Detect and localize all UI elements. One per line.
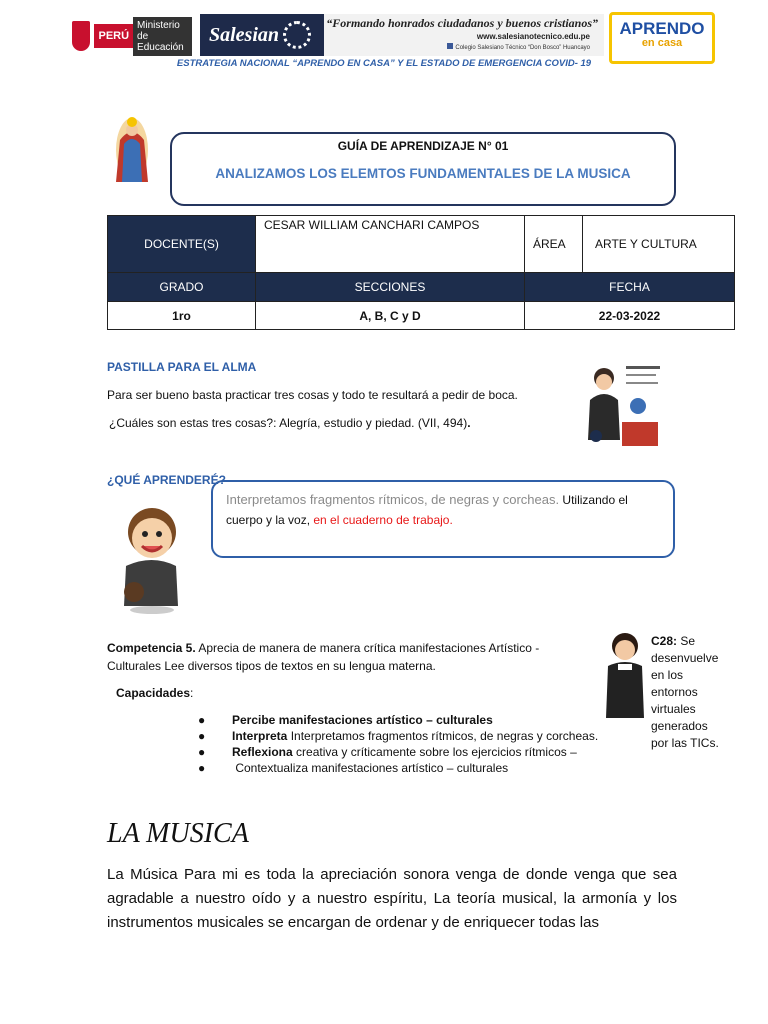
virgin-mary-image [108,110,156,184]
capacidades-list [198,712,598,776]
bullet: ● [198,713,206,727]
aprendere-part-3: en el cuaderno de trabajo. [313,513,453,527]
list-item [198,744,598,760]
banner-info [320,14,604,56]
table-row [108,216,735,273]
school-logo-text: Salesian [208,23,280,46]
bullet: ● [198,745,206,759]
pastilla-heading: PASTILLA PARA EL ALMA [107,360,257,374]
capacidades-heading [116,686,193,700]
ministry-line-1: Ministerio [137,19,180,31]
strategy-line: ESTRATEGIA NACIONAL “APRENDO EN CASA” Y EL ESTADO DE EMERGENCIA COVID- 19 [176,58,592,69]
guide-subtitle: ANALIZAMOS LOS ELEMTOS FUNDAMENTALES DE LA MUSICA [215,166,631,181]
competencia-label: Competencia 5. [107,641,196,655]
gear-icon [283,21,311,49]
c28-text [651,633,723,752]
list-item [198,728,598,744]
capacidad-bold: Reflexiona [232,745,293,759]
aprendo-subtitle: en casa [641,37,683,49]
school-motto: “Formando honrados ciudadanos y buenos cristianos” [326,16,598,30]
competencia-body: Aprecia de manera de manera crítica manifestaciones Artístico - Culturales Lee diversos tipos de textos en su lengua materna. [107,641,540,673]
ministry-label [133,17,192,56]
bullet: ● [198,729,206,743]
competencia-text [107,639,593,675]
grado-label: GRADO [108,273,256,302]
pastilla-line-2-end: . [467,416,471,430]
list-item [198,712,598,728]
musica-title: LA MUSICA [107,818,249,849]
aprendo-title: APRENDO [619,19,705,38]
school-logo [200,14,320,56]
docente-label: DOCENTE(S) [108,216,256,273]
aprendere-text [226,490,664,530]
school-website: www.salesianotecnico.edu.pe [476,32,590,41]
fecha-label: FECHA [525,273,735,302]
table-row [108,273,735,302]
don-bosco-praying-image [586,360,662,448]
minedu-logo [72,18,192,54]
area-value: ARTE Y CULTURA [583,216,735,273]
capacidades-heading-label: Capacidades [116,686,191,700]
aprendere-heading: ¿QUÉ APRENDERÉ? [107,473,226,487]
pastilla-line-2-text: ¿Cuáles son estas tres cosas?: Alegría, estudio y piedad. (VII, 494) [109,416,468,430]
facebook-text: Colegio Salesiano Técnico “Don Bosco” Huancayo [455,45,590,51]
fecha-value: 22-03-2022 [525,302,735,330]
don-bosco-standing-image [604,630,646,720]
pastilla-line-2 [109,416,471,430]
peru-shield-icon [72,21,90,51]
school-facebook [447,43,590,51]
bullet: ● [198,761,206,775]
pastilla-line-1: Para ser bueno basta practicar tres cosas y todo te resultará a pedir de boca. [107,388,518,402]
guide-number-title: GUÍA DE APRENDIZAJE N° 01 [337,139,509,153]
capacidades-colon: : [190,686,194,700]
capacidad-bold: Interpreta [232,729,288,743]
c28-body: Se desenvuelve en los entornos virtuales generados por las TICs. [651,634,719,750]
facebook-icon [447,43,453,49]
c28-label: C28: [651,634,678,648]
musica-paragraph: La Música Para mi es toda la apreciación sonora venga de donde venga que sea agradable a nuestro oído y a nuestro espíritu, La teoría musical, la armonía y los instrumentos musicales se encargan de ordenar y de enriquecer todas las [107,866,677,931]
list-item [198,760,598,776]
school-banner [200,14,604,56]
aprendere-part-1: Interpretamos fragmentos rítmicos, de negras y corcheas. [226,492,560,507]
aprendo-en-casa-logo [609,12,715,64]
peru-label: PERÚ [94,24,133,48]
capacidad-rest: Interpretamos fragmentos rítmicos, de negras y corcheas. [287,729,599,743]
info-table [107,215,735,330]
secciones-label: SECCIONES [256,273,525,302]
ministry-line-2: de Educación [137,30,184,53]
area-label: ÁREA [525,216,583,273]
capacidad-bold: Percibe manifestaciones artístico – culturales [232,713,493,727]
table-row [108,302,735,330]
don-bosco-child-image [112,496,186,616]
docente-value: CESAR WILLIAM CANCHARI CAMPOS [256,216,525,273]
capacidad-rest: creativa y críticamente sobre los ejercicios rítmicos – [292,745,577,759]
capacidad-rest: Contextualiza manifestaciones artístico – culturales [232,761,509,775]
grado-value: 1ro [108,302,256,330]
secciones-value: A, B, C y D [256,302,525,330]
aprendere-part-2: Utilizando el cuerpo y la voz, [226,493,628,527]
